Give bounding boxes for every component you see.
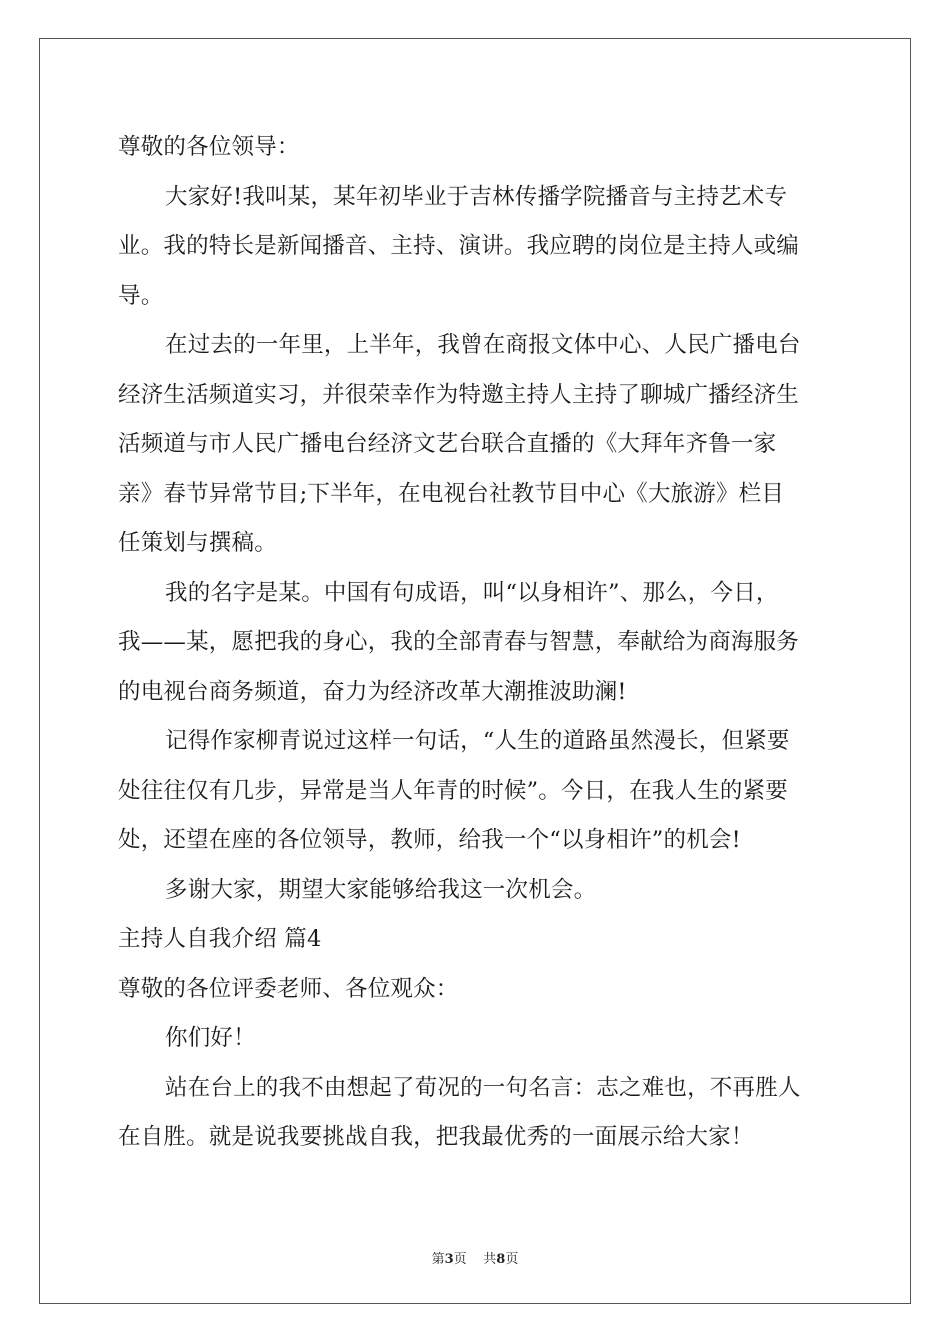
total-pages: 8 bbox=[496, 1252, 506, 1267]
greeting-line: 你们好！ bbox=[165, 1025, 256, 1051]
paragraph-line: 我——某，愿把我的身心，我的全部青春与智慧，奉献给为商海服务 bbox=[118, 629, 800, 655]
paragraph-line: 的电视台商务频道，奋力为经济改革大潮推波助澜! bbox=[118, 678, 627, 705]
paragraph-line: 在自胜。就是说我要挑战自我，把我最优秀的一面展示给大家！ bbox=[118, 1124, 754, 1150]
paragraph-line: 记得作家柳青说过这样一句话，“人生的道路虽然漫长，但紧要 bbox=[165, 728, 790, 754]
paragraph-line: 在过去的一年里，上半年，我曾在商报文体中心、人民广播电台 bbox=[165, 332, 801, 358]
paragraph-line: 任策划与撰稿。 bbox=[118, 530, 277, 556]
salutation: 尊敬的各位领导： bbox=[118, 134, 300, 160]
paragraph-line: 站在台上的我不由想起了荀况的一句名言：志之难也，不再胜人 bbox=[165, 1074, 801, 1101]
paragraph-line: 亲》春节异常节目;下半年，在电视台社教节目中心《大旅游》栏目 bbox=[118, 480, 785, 507]
document-body bbox=[118, 128, 834, 1168]
page-footer bbox=[0, 1248, 950, 1267]
paragraph-line: 活频道与市人民广播电台经济文艺台联合直播的《大拜年齐鲁一家 bbox=[118, 431, 777, 457]
paragraph-line: 多谢大家，期望大家能够给我这一次机会。 bbox=[165, 876, 597, 903]
page-number: 3 bbox=[444, 1252, 454, 1267]
page-suffix: 页 bbox=[453, 1252, 467, 1267]
salutation: 尊敬的各位评委老师、各位观众： bbox=[118, 975, 459, 1002]
paragraph-line: 业。我的特长是新闻播音、主持、演讲。我应聘的岗位是主持人或编 bbox=[118, 233, 800, 259]
total-prefix: 共 bbox=[483, 1252, 497, 1267]
paragraph-line: 处，还望在座的各位领导，教师，给我一个“以身相许”的机会! bbox=[118, 827, 741, 853]
total-suffix: 页 bbox=[505, 1252, 519, 1267]
paragraph-line: 我的名字是某。中国有句成语，叫“以身相许”、那么，今日， bbox=[165, 579, 779, 606]
paragraph-line: 处往往仅有几步，异常是当人年青的时候”。今日，在我人生的紧要 bbox=[118, 777, 789, 804]
paragraph-line: 大家好!我叫某，某年初毕业于吉林传播学院播音与主持艺术专 bbox=[165, 183, 788, 210]
page-prefix: 第 bbox=[431, 1252, 445, 1267]
section-heading: 主持人自我介绍 篇4 bbox=[118, 926, 322, 952]
paragraph-line: 经济生活频道实习，并很荣幸作为特邀主持人主持了聊城广播经济生 bbox=[118, 381, 800, 408]
paragraph-line: 导。 bbox=[118, 282, 164, 309]
